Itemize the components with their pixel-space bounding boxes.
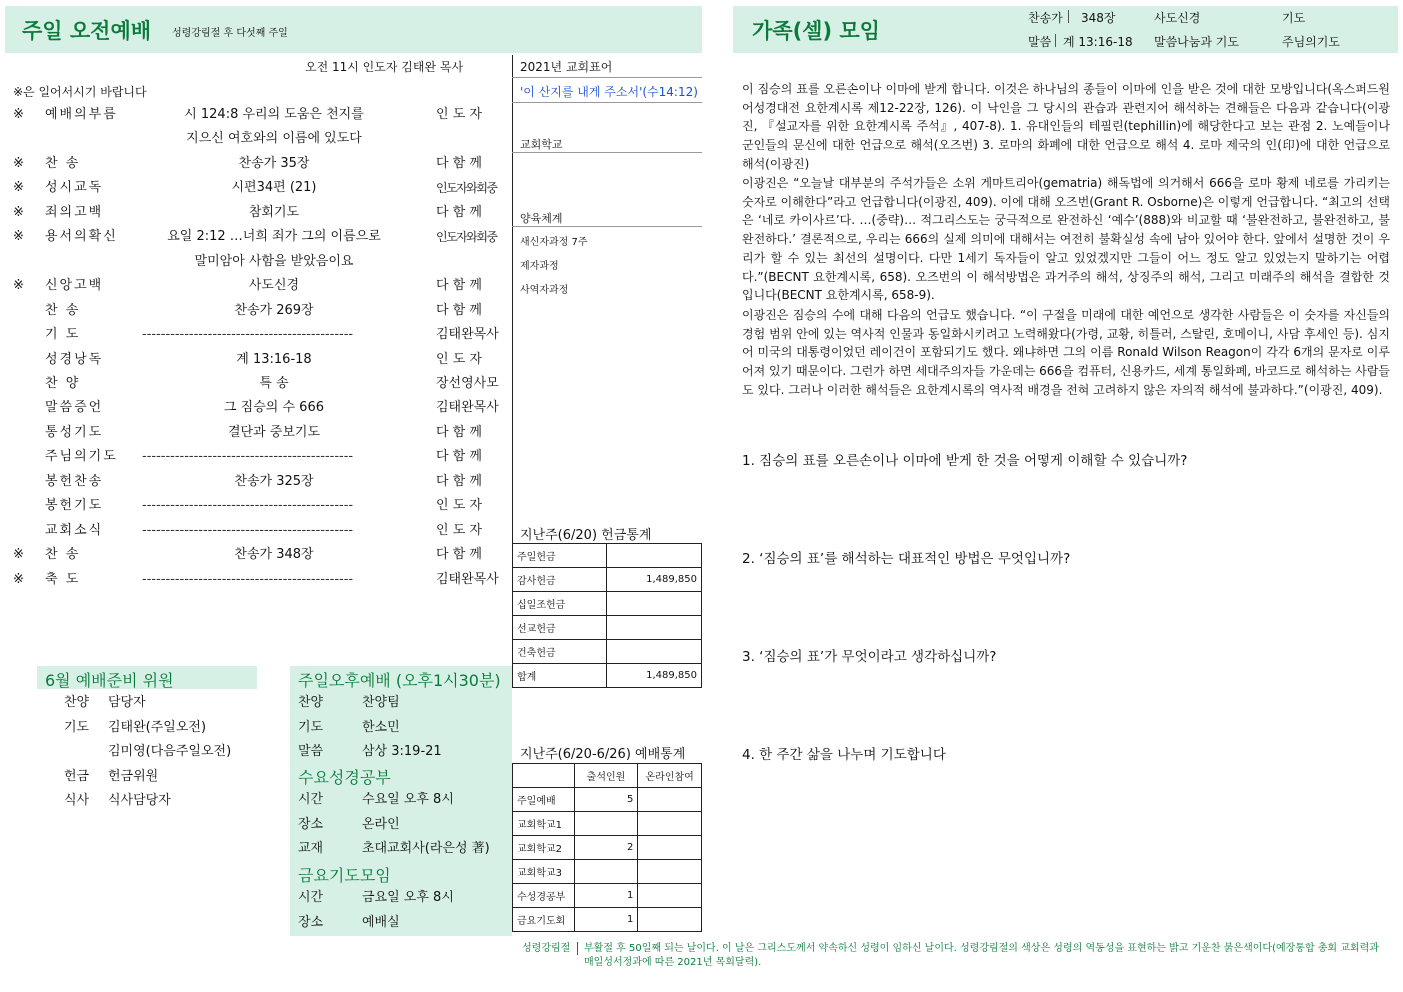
order-item-content: --------------------------------------------- xyxy=(142,571,354,587)
order-item-leader: 다 함 께 xyxy=(436,302,482,318)
order-item-content: 찬송가 35장 xyxy=(238,155,310,171)
cell-sharing: 말씀나눔과 기도 xyxy=(1154,35,1239,49)
order-item-name: 죄의고백 xyxy=(45,204,104,220)
order-row xyxy=(0,250,512,274)
list-value: 김미영(다음주일오전) xyxy=(108,744,232,759)
question: 2. ‘짐승의 표’를 해석하는 대표적인 방법은 무엇입니까? xyxy=(742,551,1071,567)
order-row xyxy=(0,421,512,445)
order-item-name: 통성기도 xyxy=(45,424,104,440)
order-item-name: 성경낭독 xyxy=(45,351,104,367)
order-row xyxy=(0,152,512,176)
offering-label: 건축헌금 xyxy=(513,640,607,664)
study-paragraph: 이광진은 “오늘날 대부분의 주석가들은 소위 게마트리아(gematria) 해독법에 의거해서 666을 로마 황제 네로를 가리키는 숫자로 이해한다”라고 언급합니다(이광진, 409). 이에 대해 오즈번(Grant R. Osborne)은 이렇게 언급합니다. “최고의 선택은 ‘네로 카이사르’다. …(중략)… 적그리스도는 궁극적으로 완전하신 ‘예수’(888)와 비교할 때 ‘불완전하고, 불완전하고, 불완전하다.’ 결론적으로, 우리는 666의 실제 의미에 대해서는 여전히 불확실성 속에 남아 있어야 한다. 앞에서 설명한 것이 우리가 할 수 있는 최선의 설명이다. 다만 1세기 독자들이 알고 있었겠지만 그들이 어느 정도 알고 있었는지 말하기는 어렵다.”(BECNT 요한계시록, 658). 오즈번의 이 해석방법은 과거주의 해석, 상징주의 해석, 그리고 미래주의 해석을 결합한 것입니다(BECNT 요한계시록, 658-9). xyxy=(742,176,1390,303)
cell-title: 가족(셀) 모임 xyxy=(752,19,880,43)
attendance-online xyxy=(638,788,702,812)
list-value: 삼상 3:19-21 xyxy=(362,744,442,759)
service-leader: 오전 11시 인도자 김태완 목사 xyxy=(305,60,464,74)
cell-word-sep xyxy=(1055,34,1056,47)
order-row xyxy=(0,543,512,567)
service-title: 주일 오전예배 xyxy=(22,19,152,43)
order-item-leader: 다 함 께 xyxy=(436,155,482,171)
cell-lords-prayer: 주님의기도 xyxy=(1282,35,1340,49)
order-item-leader: 다 함 께 xyxy=(436,449,482,465)
attendance-row xyxy=(513,812,702,836)
stand-remark: ※은 일어서시기 바랍니다 xyxy=(13,85,147,99)
attendance-online xyxy=(638,860,702,884)
list-value: 식사담당자 xyxy=(108,793,171,808)
offering-row xyxy=(513,640,702,664)
order-item-name: 말씀증언 xyxy=(45,400,104,416)
stand-mark: ※ xyxy=(13,180,24,196)
attendance-table xyxy=(512,763,702,932)
attendance-present xyxy=(574,860,638,884)
order-row xyxy=(0,127,512,151)
footnote-bar xyxy=(577,942,578,955)
order-row xyxy=(0,225,512,249)
order-item-content: 시편34편 (21) xyxy=(231,180,317,196)
order-item-content: 결단과 중보기도 xyxy=(227,424,321,440)
order-item-content: 시 124:8 우리의 도움은 천지를 xyxy=(184,107,364,122)
offering-row xyxy=(513,592,702,616)
footnote-label: 성령강림절 xyxy=(522,943,571,954)
cell-hymn-label: 찬송가 xyxy=(1028,11,1063,25)
order-row xyxy=(0,323,512,347)
order-item-leader: 인 도 자 xyxy=(436,498,482,514)
order-item-content: --------------------------------------------- xyxy=(142,327,354,343)
order-item-content: --------------------------------------------- xyxy=(142,498,354,514)
afternoon-title: 주일오후예배 (오후1시30분) xyxy=(298,671,501,690)
list-value: 헌금위원 xyxy=(108,768,159,784)
list-role: 찬양 xyxy=(298,695,324,710)
list-role: 헌금 xyxy=(64,768,90,784)
order-item-content: 찬송가 348장 xyxy=(234,547,314,563)
attendance-present xyxy=(574,812,638,836)
attendance-label: 교회학교2 xyxy=(513,836,575,860)
order-item-leader: 김태완목사 xyxy=(436,327,499,343)
order-item-name: 교회소식 xyxy=(45,522,104,538)
attendance-row xyxy=(513,836,702,860)
left-divider xyxy=(512,55,513,565)
motto: '이 산지를 내게 주소서'(수14:12) xyxy=(520,85,698,99)
order-item-name: 예배의부름 xyxy=(45,107,118,122)
training-item: 새신자과정 7주 xyxy=(520,237,588,248)
list-value: 온라인 xyxy=(362,816,400,832)
attendance-online xyxy=(638,812,702,836)
training-label: 양육체계 xyxy=(520,212,563,225)
order-row xyxy=(0,103,512,127)
list-role: 시간 xyxy=(298,792,324,807)
order-item-name: 봉헌기도 xyxy=(45,498,104,514)
order-row xyxy=(0,470,512,494)
question: 3. ‘짐승의 표’가 무엇이라고 생각하십니까? xyxy=(742,649,997,665)
motto-divider xyxy=(512,77,702,78)
attendance-label: 교회학교3 xyxy=(513,860,575,884)
attendance-present: 5 xyxy=(574,788,638,812)
offering-label: 감사헌금 xyxy=(513,568,607,592)
attendance-present: 1 xyxy=(574,908,638,932)
order-row xyxy=(0,445,512,469)
motto-year: 2021년 교회표어 xyxy=(520,60,613,74)
order-row xyxy=(0,348,512,372)
offering-amount xyxy=(607,616,702,640)
stand-mark: ※ xyxy=(13,229,24,245)
order-row xyxy=(0,568,512,592)
wednesday-title: 수요성경공부 xyxy=(298,768,391,787)
attendance-row xyxy=(513,884,702,908)
order-item-leader: 다 함 께 xyxy=(436,547,482,563)
offering-amount xyxy=(607,640,702,664)
attendance-title: 지난주(6/20-6/26) 예배통계 xyxy=(520,747,686,762)
list-role: 찬양 xyxy=(64,695,90,710)
order-row xyxy=(0,176,512,200)
offering-amount xyxy=(607,544,702,568)
offering-amount: 1,489,850 xyxy=(607,664,702,688)
order-item-leader: 인도자와회중 xyxy=(436,230,497,245)
order-item-leader: 인 도 자 xyxy=(436,351,482,367)
attendance-label: 교회학교1 xyxy=(513,812,575,836)
attendance-row xyxy=(513,860,702,884)
motto-underline xyxy=(512,102,702,103)
attendance-header-cell xyxy=(513,764,575,788)
order-item-leader: 인 도 자 xyxy=(436,107,482,122)
attendance-row xyxy=(513,908,702,932)
order-item-content: --------------------------------------------- xyxy=(142,522,354,538)
prep-title: 6월 예배준비 위원 xyxy=(45,671,174,690)
order-item-content: 지으신 여호와의 이름에 있도다 xyxy=(186,131,362,147)
list-role: 장소 xyxy=(298,914,324,930)
footnote-text: 부활절 후 50일째 되는 날이다. 이 날은 그리스도께서 약속하신 성령이 임하신 날이다. 성령강림절의 색상은 성령의 역동성을 표현하는 밝고 기운찬 붉은색이다(예장통합 총회 교회력과 매일성서정과에 따른 2021년 목회달력). xyxy=(584,943,1379,968)
order-item-leader: 장선영사모 xyxy=(436,375,499,391)
attendance-row xyxy=(513,788,702,812)
attendance-online xyxy=(638,836,702,860)
order-item-content: 계 13:16-18 xyxy=(236,351,312,367)
list-role: 장소 xyxy=(298,816,324,832)
order-item-leader: 김태완목사 xyxy=(436,400,499,416)
offering-row xyxy=(513,616,702,640)
order-item-content: 요일 2:12 …너희 죄가 그의 이름으로 xyxy=(167,229,381,245)
attendance-online xyxy=(638,908,702,932)
attendance-online xyxy=(638,884,702,908)
attendance-header xyxy=(513,764,702,788)
order-item-name: 봉헌찬송 xyxy=(45,473,104,489)
question: 4. 한 주간 삶을 나누며 기도합니다 xyxy=(742,747,946,763)
order-item-name: 찬 송 xyxy=(45,155,81,171)
order-item-content: 말미암아 사함을 받았음이요 xyxy=(194,253,354,269)
school-divider xyxy=(512,152,702,153)
order-item-leader: 김태완목사 xyxy=(436,571,499,587)
offering-label: 십일조헌금 xyxy=(513,592,607,616)
offering-table xyxy=(512,543,702,688)
order-item-content: 그 짐승의 수 666 xyxy=(223,400,324,416)
list-value: 초대교회사(라은성 著) xyxy=(362,841,490,856)
order-item-name: 찬 송 xyxy=(45,302,81,318)
offering-row xyxy=(513,664,702,688)
order-item-leader: 다 함 께 xyxy=(436,424,482,440)
attendance-header-cell: 온라인참여 xyxy=(638,764,702,788)
list-value: 금요일 오후 8시 xyxy=(362,890,454,905)
attendance-header-cell: 출석인원 xyxy=(574,764,638,788)
list-role: 시간 xyxy=(298,890,324,905)
order-item-content: 찬송가 269장 xyxy=(234,302,314,318)
attendance-present: 1 xyxy=(574,884,638,908)
list-value: 수요일 오후 8시 xyxy=(362,792,454,807)
order-item-name: 기 도 xyxy=(45,327,81,343)
order-item-leader: 다 함 께 xyxy=(436,473,482,489)
list-value: 찬양팀 xyxy=(362,695,400,710)
cell-creed: 사도신경 xyxy=(1154,11,1201,25)
list-role: 식사 xyxy=(64,793,90,808)
order-item-content: 사도신경 xyxy=(248,278,300,294)
stand-mark: ※ xyxy=(13,204,24,220)
list-role: 기도 xyxy=(64,719,90,735)
service-subtitle: 성령강림절 후 다섯째 주일 xyxy=(172,28,288,39)
attendance-label: 금요기도회 xyxy=(513,908,575,932)
offering-row xyxy=(513,544,702,568)
order-row xyxy=(0,274,512,298)
order-item-name: 찬 양 xyxy=(45,375,81,391)
offering-amount: 1,489,850 xyxy=(607,568,702,592)
order-item-leader: 인 도 자 xyxy=(436,522,482,538)
school-label: 교회학교 xyxy=(520,138,563,151)
stand-mark: ※ xyxy=(13,278,24,294)
stand-mark: ※ xyxy=(13,107,24,122)
order-item-leader: 다 함 께 xyxy=(436,278,482,294)
offering-row xyxy=(513,568,702,592)
order-item-leader: 다 함 께 xyxy=(436,204,482,220)
list-value: 김태완(주일오전) xyxy=(108,719,207,735)
stand-mark: ※ xyxy=(13,571,24,587)
order-row xyxy=(0,494,512,518)
offering-amount xyxy=(607,592,702,616)
offering-label: 주일헌금 xyxy=(513,544,607,568)
study-paragraph: 이광진은 짐승의 수에 대해 다음의 언급도 했습니다. “이 구절을 미래에 대한 예언으로 생각한 사람들은 이 숫자를 자신들의 경험 범위 안에 있는 역사적 인물과 동일화시키려고 노력해왔다(가령, 교황, 히틀러, 스탈린, 호메이니, 사담 후세인 등). 심지어 미국의 대통령이었던 레이건이 포함되기도 했다. 왜냐하면 그의 이름 Ronald Wilson Reagon이 각각 6개의 문자로 이루어져 있기 때문이다. 그런가 하면 세대주의자들 가운데는 666을 컴퓨터, 신용카드, 세계 통일화폐, 바코드로 해석하는 사람들도 있다. 그러나 이러한 해석들은 요한계시록의 역사적 배경을 전혀 고려하지 않은 자의적 해석에 불과하다.”(이광진, 409). xyxy=(742,308,1390,397)
order-row xyxy=(0,201,512,225)
training-divider xyxy=(512,226,702,227)
order-item-name: 신앙고백 xyxy=(45,278,104,294)
order-item-name: 용서의확신 xyxy=(45,229,118,245)
study-paragraph: 이 짐승의 표를 오른손이나 이마에 받게 합니다. 이것은 하나님의 종들이 이마에 인을 받은 것에 대한 모방입니다(옥스퍼드원어성경대전 요한계시록 제12-22장, 126). 이 낙인을 그 당시의 관습과 관련지어 해석하는 견해들은 다음과 같습니다(이광진, 『설교자를 위한 요한계시록 주석』, 407-8). 1. 유대인들의 테필린(tephillin)에 해당한다고 보는 관점 2. 노예들이나 군인들의 문신에 대한 언급으로 해석(오즈번) 3. 로마의 화폐에 대한 언급으로 해석 4. 로마 제국의 인(印)에 대한 언급으로 해석(이광진) xyxy=(742,82,1390,171)
offering-title: 지난주(6/20) 헌금통계 xyxy=(520,528,652,543)
question: 1. 짐승의 표를 오른손이나 이마에 받게 한 것을 어떻게 이해할 수 있습니까? xyxy=(742,453,1188,469)
attendance-label: 주일예배 xyxy=(513,788,575,812)
stand-mark: ※ xyxy=(13,547,24,563)
order-item-content: 특 송 xyxy=(259,375,289,391)
order-item-content: --------------------------------------------- xyxy=(142,449,354,465)
offering-label: 합계 xyxy=(513,664,607,688)
list-role: 기도 xyxy=(298,719,324,735)
attendance-label: 수성경공부 xyxy=(513,884,575,908)
list-value: 예배실 xyxy=(362,914,400,930)
order-item-content: 찬송가 325장 xyxy=(234,473,314,489)
order-item-name: 축 도 xyxy=(45,571,81,587)
order-item-name: 성시교독 xyxy=(45,180,104,196)
stand-mark: ※ xyxy=(13,155,24,171)
friday-title: 금요기도모임 xyxy=(298,866,391,885)
list-value: 담당자 xyxy=(108,695,146,710)
cell-word-label: 말씀 xyxy=(1028,35,1052,49)
cell-hymn-value: 348장 xyxy=(1081,11,1116,25)
order-row xyxy=(0,396,512,420)
order-row xyxy=(0,372,512,396)
order-row xyxy=(0,519,512,543)
cell-word-value: 계 13:16-18 xyxy=(1063,35,1133,49)
list-role: 교재 xyxy=(298,841,324,856)
order-item-name: 주님의기도 xyxy=(45,449,118,465)
order-item-content: 참회기도 xyxy=(248,204,300,220)
attendance-present: 2 xyxy=(574,836,638,860)
order-row xyxy=(0,299,512,323)
offering-label: 선교헌금 xyxy=(513,616,607,640)
training-item: 제자과정 xyxy=(520,261,559,272)
cell-hymn-sep xyxy=(1068,10,1069,23)
training-item: 사역자과정 xyxy=(520,285,569,296)
list-value: 한소민 xyxy=(362,719,400,735)
list-role: 말씀 xyxy=(298,744,324,759)
order-item-leader: 인도자와회중 xyxy=(436,181,497,196)
cell-prayer: 기도 xyxy=(1282,11,1306,25)
order-item-name: 찬 송 xyxy=(45,547,81,563)
